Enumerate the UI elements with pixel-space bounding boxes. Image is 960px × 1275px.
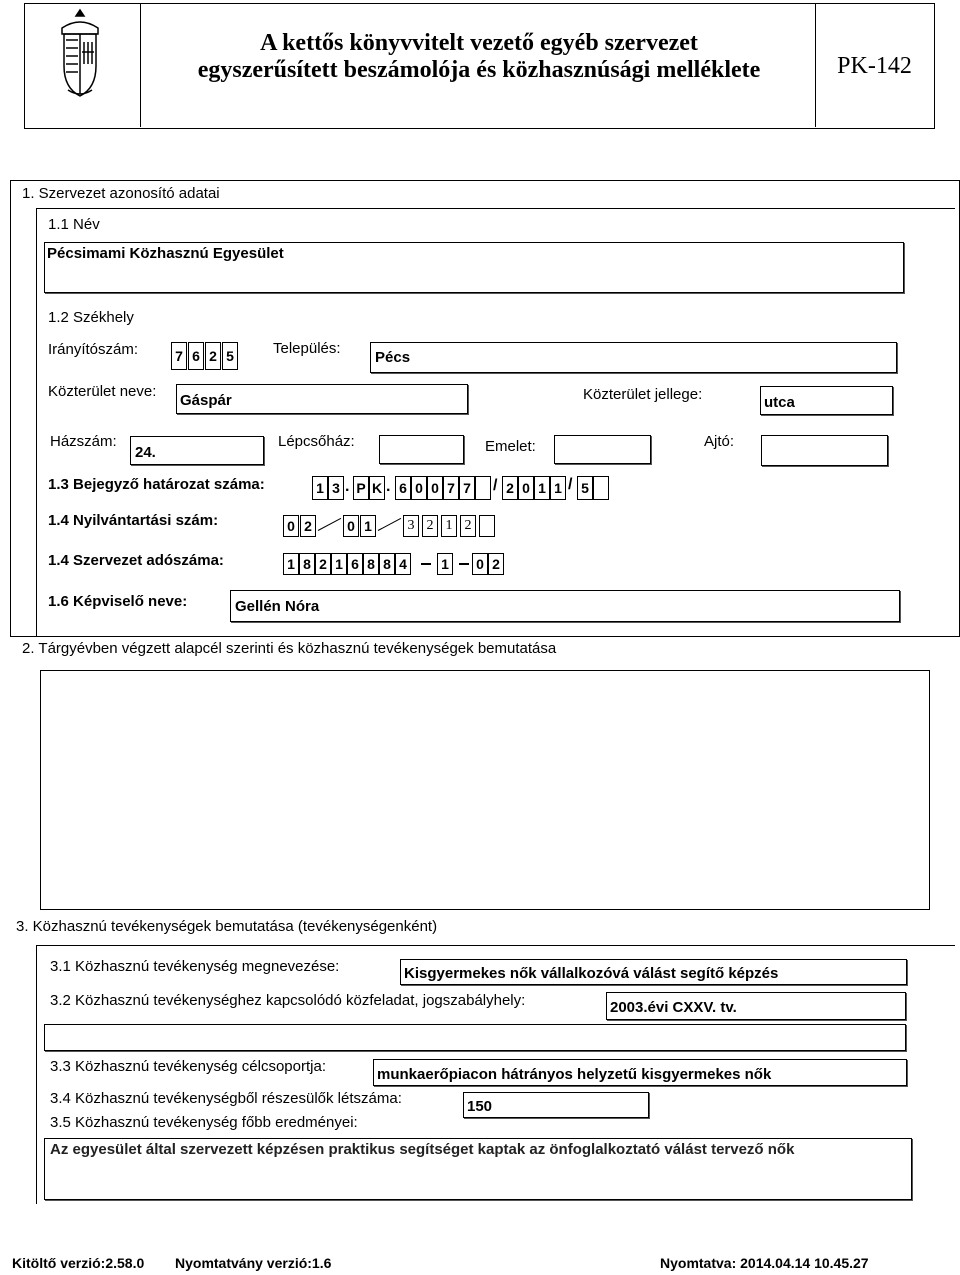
register-digit[interactable]: 3 — [403, 515, 419, 537]
title-line-1: A kettős könyvvitelt vezető egyéb szervezet — [260, 30, 698, 56]
door-field[interactable] — [761, 435, 888, 466]
street-label: Közterület neve: — [48, 383, 157, 400]
name-value: Pécsimami Közhasznú Egyesület — [47, 245, 284, 262]
reg-year-digit[interactable]: 1 — [534, 476, 550, 500]
coat-of-arms-logo — [48, 6, 112, 102]
zip-digit[interactable]: 6 — [188, 342, 204, 370]
city-field[interactable] — [370, 342, 897, 373]
reg-digit[interactable]: 7 — [459, 476, 475, 500]
representative-value: Gellén Nóra — [235, 598, 320, 615]
tax-digit[interactable]: 1 — [283, 553, 299, 575]
tax-digit[interactable]: 1 — [437, 553, 453, 575]
public-task-value: 2003.évi CXXV. tv. — [610, 999, 737, 1016]
document-title — [143, 30, 815, 84]
target-group-value: munkaerőpiacon hátrányos helyzetű kisgyermekes nők — [377, 1066, 772, 1083]
zip-label: Irányítószám: — [48, 341, 139, 358]
city-label: Település: — [273, 340, 341, 357]
register-number-label: 1.4 Nyilvántartási szám: — [48, 512, 219, 529]
tax-digit[interactable]: 4 — [395, 553, 411, 575]
house-value: 24. — [135, 444, 156, 461]
reg-digit[interactable]: 0 — [427, 476, 443, 500]
reg-slash: / — [568, 476, 573, 493]
form-code: PK-142 — [837, 53, 912, 79]
results-label: 3.5 Közhasznú tevékenység főbb eredményei: — [50, 1114, 358, 1131]
tax-digit[interactable]: 2 — [315, 553, 331, 575]
activity-name-label: 3.1 Közhasznú tevékenység megnevezése: — [50, 958, 340, 975]
footer-printed: Nyomtatva: 2014.04.14 10.45.27 — [660, 1255, 869, 1271]
reg-year-digit[interactable]: 2 — [502, 476, 518, 500]
register-digit[interactable]: 2 — [300, 515, 316, 537]
reg-dot: . — [386, 478, 391, 495]
tax-digit[interactable]: 8 — [299, 553, 315, 575]
section2-title: 2. Tárgyévben végzett alapcél szerinti és közhasznú tevékenységek bemutatása — [22, 640, 557, 657]
representative-field[interactable] — [230, 590, 900, 622]
registration-label: 1.3 Bejegyző határozat száma: — [48, 476, 265, 493]
floor-label: Emelet: — [485, 438, 536, 455]
footer-form-version: Nyomtatvány verzió:1.6 — [175, 1255, 332, 1271]
section3-title: 3. Közhasznú tevékenységek bemutatása (tevékenységenként) — [16, 918, 438, 935]
tax-digit[interactable]: 2 — [488, 553, 504, 575]
reg-digit[interactable]: 0 — [411, 476, 427, 500]
register-digit[interactable] — [479, 515, 495, 537]
footer-filler-version: Kitöltő verzió:2.58.0 — [12, 1255, 145, 1271]
results-value: Az egyesület által szervezett képzésen praktikus segítséget kaptak az önfoglalkoztató válást tervező nők — [50, 1141, 795, 1158]
reg-digit[interactable]: 3 — [328, 476, 344, 500]
register-digit[interactable]: 1 — [441, 515, 457, 537]
register-digit[interactable]: 1 — [360, 515, 376, 537]
tax-dash — [459, 563, 469, 565]
participants-value: 150 — [467, 1098, 493, 1115]
reg-digit[interactable]: 7 — [443, 476, 459, 500]
name-label: 1.1 Név — [48, 216, 100, 233]
activity-name-value: Kisgyermekes nők vállalkozóvá válást segítő képzés — [404, 965, 779, 982]
reg-digit[interactable]: 6 — [395, 476, 411, 500]
city-value: Pécs — [375, 349, 411, 366]
reg-letter[interactable]: K — [369, 476, 385, 500]
target-group-label: 3.3 Közhasznú tevékenység célcsoportja: — [50, 1058, 326, 1075]
street-type-value: utca — [764, 394, 795, 411]
register-digit[interactable]: 0 — [283, 515, 299, 537]
title-line-2: egyszerűsített beszámolója és közhasznúsági melléklete — [197, 57, 761, 83]
reg-slash: / — [493, 477, 498, 494]
floor-field[interactable] — [554, 435, 651, 464]
representative-label: 1.6 Képviselő neve: — [48, 593, 188, 610]
tax-digit[interactable]: 0 — [472, 553, 488, 575]
tax-digit[interactable]: 6 — [347, 553, 363, 575]
zip-digit[interactable]: 5 — [222, 342, 238, 370]
tax-digit[interactable]: 8 — [379, 553, 395, 575]
reg-dot: . — [345, 478, 350, 495]
reg-suffix-digit[interactable]: 5 — [577, 476, 593, 500]
register-digit[interactable]: 2 — [460, 515, 476, 537]
reg-year-digit[interactable]: 1 — [550, 476, 566, 500]
stair-field[interactable] — [379, 435, 464, 464]
door-label: Ajtó: — [704, 433, 735, 450]
public-task-field-2[interactable] — [44, 1024, 906, 1051]
stair-label: Lépcsőház: — [278, 433, 355, 450]
public-task-label: 3.2 Közhasznú tevékenységhez kapcsolódó közfeladat, jogszabályhely: — [50, 992, 526, 1009]
participants-label: 3.4 Közhasznú tevékenységből részesülők létszáma: — [50, 1090, 402, 1107]
zip-digit[interactable]: 2 — [205, 342, 221, 370]
reg-suffix-digit[interactable] — [593, 476, 609, 500]
street-type-label: Közterület jellege: — [583, 386, 703, 403]
register-digit[interactable]: 0 — [343, 515, 359, 537]
tax-digit[interactable]: 1 — [331, 553, 347, 575]
reg-letter[interactable]: P — [353, 476, 369, 500]
section2-text-area[interactable] — [40, 670, 930, 910]
header-divider-left — [140, 3, 141, 127]
tax-number-label: 1.4 Szervezet adószáma: — [48, 552, 224, 569]
reg-digit[interactable]: 1 — [312, 476, 328, 500]
street-value: Gáspár — [180, 392, 232, 409]
reg-digit[interactable] — [475, 476, 491, 500]
section1-title: 1. Szervezet azonosító adatai — [22, 185, 220, 202]
tax-digit[interactable]: 8 — [363, 553, 379, 575]
zip-digit[interactable]: 7 — [171, 342, 187, 370]
tax-dash — [421, 563, 431, 565]
reg-year-digit[interactable]: 0 — [518, 476, 534, 500]
register-digit[interactable]: 2 — [422, 515, 438, 537]
house-label: Házszám: — [50, 433, 117, 450]
seat-label: 1.2 Székhely — [48, 309, 134, 326]
